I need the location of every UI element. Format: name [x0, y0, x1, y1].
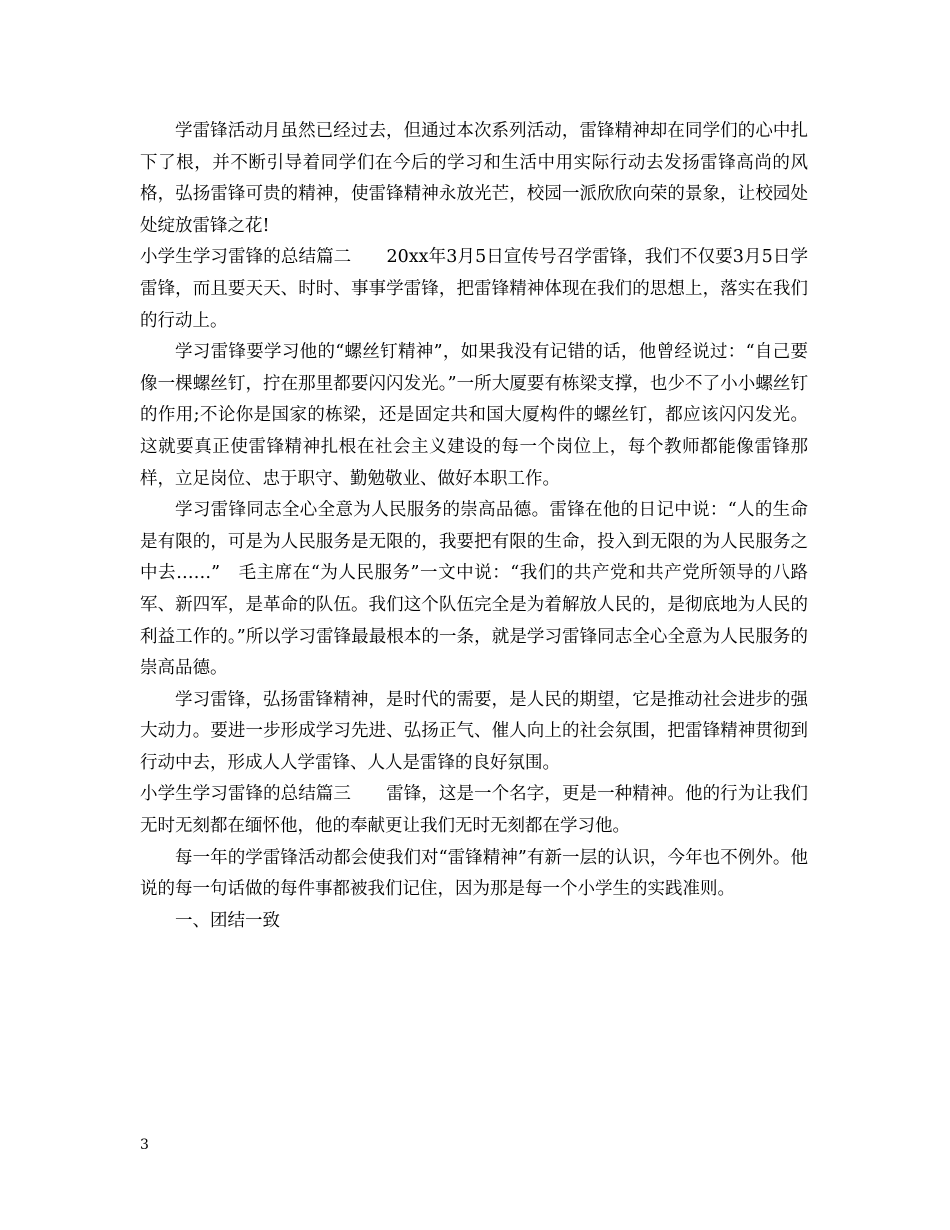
document-body [140, 116, 808, 937]
paragraph-3: 学习雷锋要学习他的“螺丝钉精神”，如果我没有记错的话，他曾经说过：“自己要像一棵螺丝钉，拧在那里都要闪闪发光。”一所大厦要有栋梁支撑，也少不了小小螺丝钉的作用;不论你是国家的栋梁，还是固定共和国大厦构件的螺丝钉，都应该闪闪发光。这就要真正使雷锋精神扎根在社会主义建设的每一个岗位上，每个教师都能像雷锋那样，立足岗位、忠于职守、勤勉敬业、做好本职工作。 [140, 342, 808, 489]
paragraph-8-section-heading: 一、团结一致 [175, 910, 280, 931]
paragraph-1: 学雷锋活动月虽然已经过去，但通过本次系列活动，雷锋精神却在同学们的心中扎下了根，并不断引导着同学们在今后的学习和生活中用实际行动去发扬雷锋高尚的风格，弘扬雷锋可贵的精神，使雷锋精神永放光芒，校园一派欣欣向荣的景象，让校园处处绽放雷锋之花! [140, 121, 808, 236]
paragraph-6-heading-part-three: 小学生学习雷锋的总结篇三 雷锋，这是一个名字，更是一种精神。他的行为让我们无时无刻都在缅怀他，他的奉献更让我们无时无刻都在学习他。 [140, 784, 808, 837]
page-number: 3 [140, 1137, 149, 1153]
paragraph-2-heading-part-two: 小学生学习雷锋的总结篇二 20xx年3月5日宣传号召学雷锋，我们不仅要3月5日学雷锋，而且要天天、时时、事事学雷锋，把雷锋精神体现在我们的思想上，落实在我们的行动上。 [140, 247, 808, 331]
paragraph-4: 学习雷锋同志全心全意为人民服务的崇高品德。雷锋在他的日记中说：“人的生命是有限的，可是为人民服务是无限的，我要把有限的生命，投入到无限的为人民服务之中去……” 毛主席在“为人民服务”一文中说：“我们的共产党和共产党所领导的八路军、新四军，是革命的队伍。我们这个队伍完全是为着解放人民的，是彻底地为人民的利益工作的。”所以学习雷锋最最根本的一条，就是学习雷锋同志全心全意为人民服务的崇高品德。 [140, 500, 808, 679]
paragraph-5: 学习雷锋，弘扬雷锋精神，是时代的需要，是人民的期望，它是推动社会进步的强大动力。要进一步形成学习先进、弘扬正气、催人向上的社会氛围，把雷锋精神贯彻到行动中去，形成人人学雷锋、人人是雷锋的良好氛围。 [140, 689, 808, 773]
paragraph-7: 每一年的学雷锋活动都会使我们对“雷锋精神”有新一层的认识，今年也不例外。他说的每一句话做的每件事都被我们记住，因为那是每一个小学生的实践准则。 [140, 847, 808, 900]
